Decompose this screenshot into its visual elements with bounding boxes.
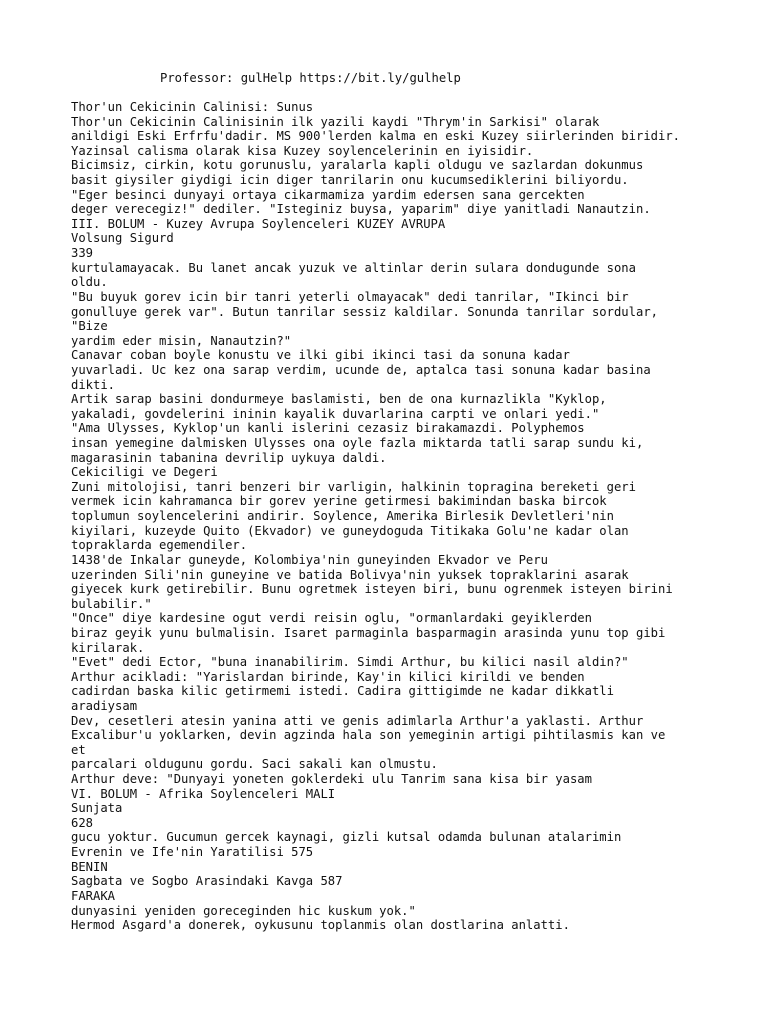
text-line: Cekiciligi ve Degeri [71, 465, 218, 480]
text-line: topraklarda egemendiler. [71, 538, 248, 553]
text-line: toplumun soylencelerini andirir. Soylence, Amerika Birlesik Devletleri'nin [71, 509, 614, 524]
text-line: Canavar coban boyle konustu ve ilki gibi ikinci tasi da sonuna kadar [71, 348, 570, 363]
page-header: Professor: gulHelp https://bit.ly/gulhelp [160, 71, 461, 85]
text-line: basit giysiler giydigi icin diger tanrilarin onu kucumsediklerini biliyordu. [71, 173, 629, 188]
text-line: Thor'un Cekicinin Calinisi: Sunus [71, 100, 314, 114]
text-line: "Bu buyuk gorev icin bir tanri yeterli olmayacak" dedi tanrilar, "Ikinci bir [71, 289, 629, 304]
document-body [71, 100, 761, 933]
text-line: dunyasini yeniden goreceginden hic kuskum yok." [71, 903, 416, 918]
text-line: cadirdan baska kilic getirmemi istedi. Cadira gittigimde ne kadar dikkatli [71, 684, 614, 699]
text-line: bulabilir." [71, 596, 152, 611]
text-line: Hermod Asgard'a donerek, oykusunu toplanmis olan dostlarina anlatti. [71, 918, 570, 933]
text-line: Artik sarap basini dondurmeye baslamisti, ben de ona kurnazlikla "Kyklop, [71, 392, 607, 407]
text-line: Thor'un Cekicinin Calinisinin ilk yazili kaydi "Thrym'in Sarkisi" olarak [71, 114, 600, 129]
text-line: kiyilari, kuzeyde Quito (Ekvador) ve guneydoguda Titikaka Golu'ne kadar olan [71, 523, 629, 538]
text-line: biraz geyik yunu bulmalisin. Isaret parmaginla basparmagin arasinda yunu top gibi [71, 625, 666, 640]
text-line: FARAKA [71, 888, 116, 903]
text-line: vermek icin kahramanca bir gorev yerine getirmesi bakimindan baska bircok [71, 494, 607, 509]
text-line: anildigi Eski Erfrfu'dadir. MS 900'lerden kalma en eski Kuzey siirlerinden biridir. [71, 129, 681, 144]
text-line: Dev, cesetleri atesin yanina atti ve genis adimlarla Arthur'a yaklasti. Arthur [71, 713, 644, 728]
text-line: "Evet" dedi Ector, "buna inanabilirim. Simdi Arthur, bu kilici nasil aldin?" [71, 655, 629, 670]
text-line: "Eger besinci dunyayi ortaya cikarmamiza yardim edersen sana gercekten [71, 187, 585, 202]
text-line: yuvarladi. Uc kez ona sarap verdim, ucunde de, aptalca tasi sonuna kadar basina [71, 362, 651, 377]
text-line: Sunjata [71, 801, 123, 816]
text-line: deger verecegiz!" dediler. "Isteginiz buysa, yaparim" diye yanitladi Nanautzin. [71, 202, 651, 217]
text-line: parcalari oldugunu gordu. Saci sakali kan olmustu. [71, 757, 438, 772]
text-line: yardim eder misin, Nanautzin?" [71, 333, 292, 348]
text-line: dikti. [71, 377, 116, 392]
text-line: kirilarak. [71, 640, 145, 655]
text-line: Arthur acikladi: "Yarislardan birinde, Kay'in kilici kirildi ve benden [71, 669, 585, 684]
text-line: Volsung Sigurd [71, 231, 174, 246]
text-line: magarasinin tabanina devrilip uykuya daldi. [71, 450, 387, 465]
text-line: Evrenin ve Ife'nin Yaratilisi 575 [71, 845, 314, 860]
text-line: Yazinsal calisma olarak kisa Kuzey soylencelerinin en iyisidir. [71, 143, 534, 158]
text-line: oldu. [71, 275, 108, 290]
text-line: Excalibur'u yoklarken, devin agzinda hala son yemeginin artigi pihtilasmis kan ve [71, 728, 666, 743]
text-line: 628 [71, 815, 94, 830]
text-line: yakaladi, govdelerini ininin kayalik duvarlarina carpti ve onlari yedi." [71, 406, 600, 421]
text-line: 1438'de Inkalar guneyde, Kolombiya'nin guneyinden Ekvador ve Peru [71, 552, 548, 567]
text-line: gonulluye gerek var". Butun tanrilar sessiz kaldilar. Sonunda tanrilar sordular, [71, 304, 658, 319]
text-line: VI. BOLUM - Afrika Soylenceleri MALI [71, 786, 336, 801]
text-line: kurtulamayacak. Bu lanet ancak yuzuk ve altinlar derin sulara dondugunde sona [71, 260, 636, 275]
text-line: Arthur deve: "Dunyayi yoneten goklerdeki ulu Tanrim sana kisa bir yasam [71, 772, 592, 787]
text-line: BENIN [71, 859, 108, 874]
text-line: 339 [71, 246, 94, 261]
text-line: gucu yoktur. Gucumun gercek kaynagi, gizli kutsal odamda bulunan atalarimin [71, 830, 622, 845]
text-line: giyecek kurk getirebilir. Bunu ogretmek isteyen biri, bunu ogrenmek isteyen birini [71, 582, 673, 597]
text-line: insan yemegine dalmisken Ulysses ona oyle fazla miktarda tatli sarap sundu ki, [71, 436, 644, 451]
text-line: et [71, 742, 86, 757]
text-line: Sagbata ve Sogbo Arasindaki Kavga 587 [71, 874, 343, 889]
text-line: "Once" diye kardesine ogut verdi reisin oglu, "ormanlardaki geyiklerden [71, 611, 592, 626]
text-line: "Ama Ulysses, Kyklop'un kanli islerini cezasiz birakamazdi. Polyphemos [71, 421, 585, 436]
text-line: Bicimsiz, cirkin, kotu gorunuslu, yaralarla kapli oldugu ve sazlardan dokunmus [71, 158, 644, 173]
text-line: III. BOLUM - Kuzey Avrupa Soylenceleri KUZEY AVRUPA [71, 216, 446, 231]
text-line: "Bize [71, 319, 108, 334]
text-line: uzerinden Sili'nin guneyine ve batida Bolivya'nin yuksek topraklarini asarak [71, 567, 629, 582]
text-line: aradiysam [71, 698, 138, 713]
text-line: Zuni mitolojisi, tanri benzeri bir varligin, halkinin topragina bereketi geri [71, 479, 636, 494]
